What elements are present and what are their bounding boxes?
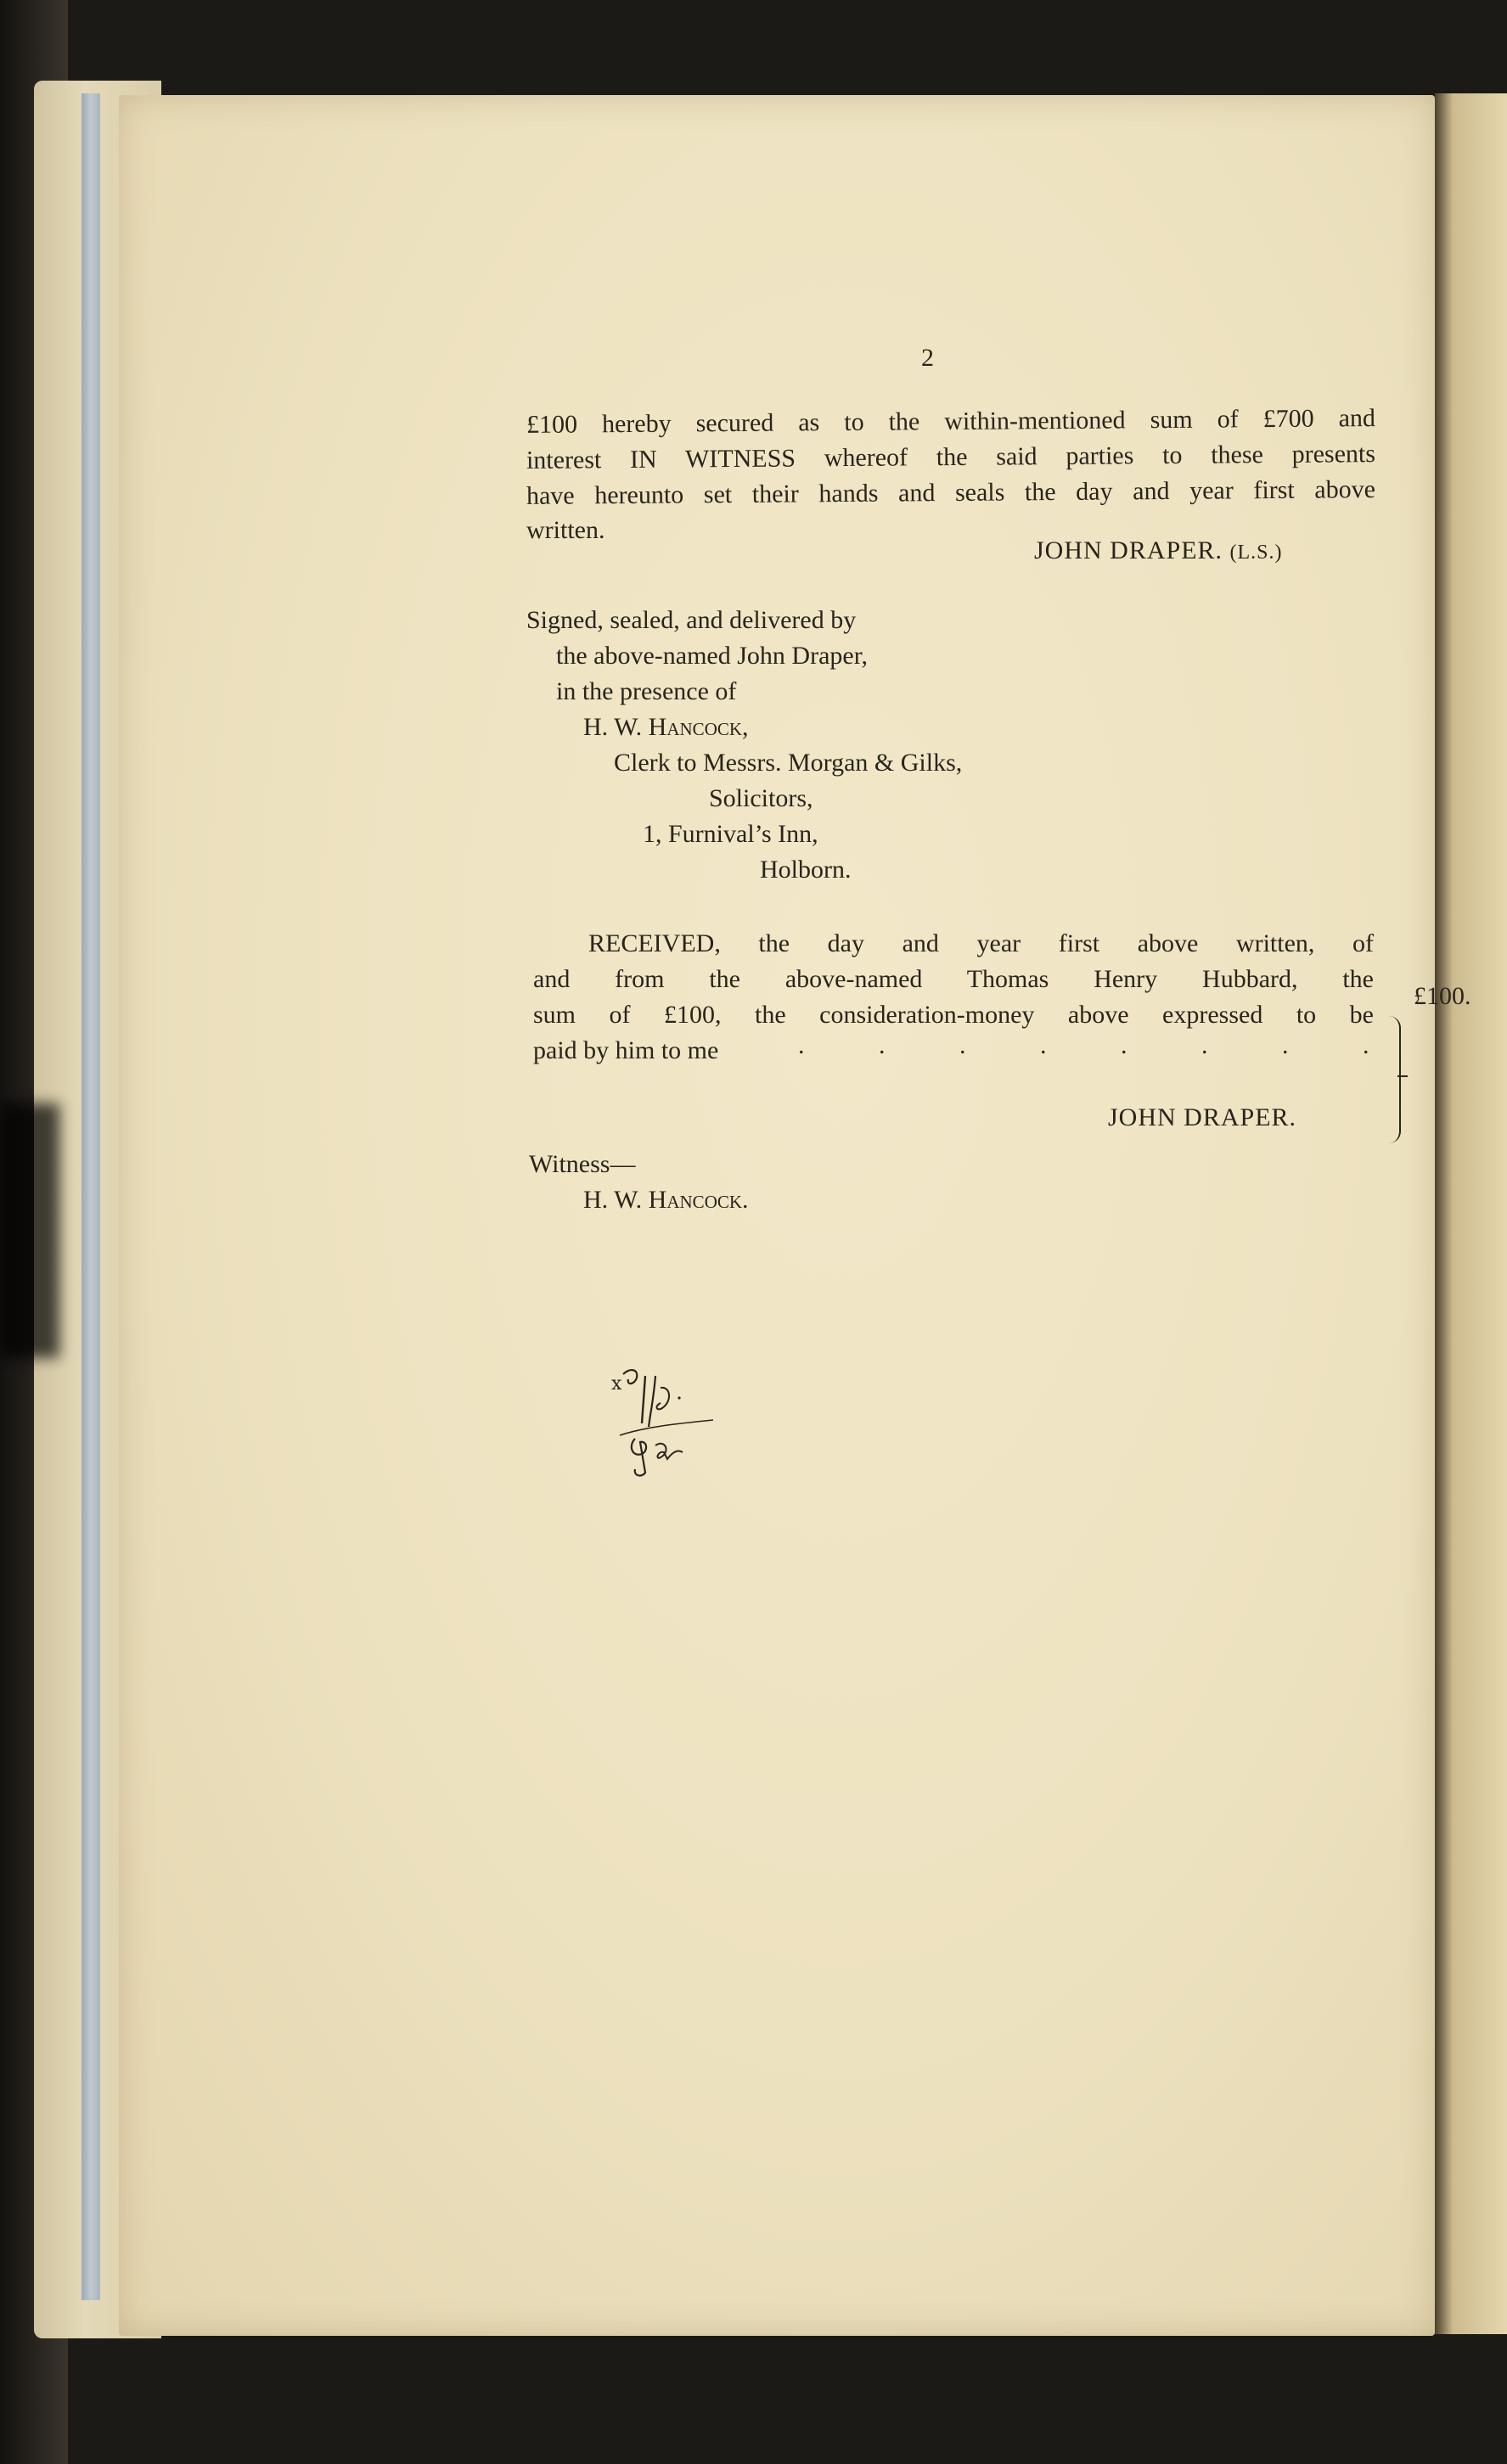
- attestation-line-2: the above-named John Draper,: [556, 642, 868, 670]
- handwritten-mark: x: [611, 1373, 622, 1395]
- handwritten-initials: [611, 1364, 747, 1483]
- gutter-shadow: [0, 1103, 59, 1358]
- body-line-4: written.: [526, 516, 605, 544]
- receipt-signatory: JOHN DRAPER.: [1108, 1103, 1297, 1131]
- attestation-line-3: in the presence of: [556, 677, 737, 705]
- page-number: 2: [921, 344, 934, 372]
- binding-strip: [82, 93, 100, 2300]
- receipt-amount: £100.: [1414, 982, 1471, 1010]
- attestation-witness-name: H. W. Hancock,: [583, 713, 749, 741]
- facing-page-edge: [1435, 93, 1507, 2334]
- witness-label: Witness—: [529, 1150, 636, 1178]
- leader-dots: . . . . . . . .: [798, 1031, 1403, 1059]
- attestation-line-5: Clerk to Messrs. Morgan & Gilks,: [614, 749, 963, 777]
- receipt-line-4: paid by him to me: [533, 1036, 719, 1064]
- document-page: [119, 95, 1471, 2336]
- attestation-line-8: Holborn.: [760, 856, 852, 884]
- body-line-1: £100 hereby secured as to the within-mentioned sum of £700 and: [526, 404, 1376, 439]
- signature-name: JOHN DRAPER.: [1034, 536, 1223, 564]
- seal-mark: (L.S.): [1229, 542, 1283, 564]
- body-line-2: interest IN WITNESS whereof the said parties to these presents: [526, 440, 1376, 474]
- receipt-brace: [1384, 1016, 1401, 1143]
- body-line-3: have hereunto set their hands and seals the day and year first above: [526, 475, 1376, 510]
- signatory-name: [1034, 538, 1283, 564]
- attestation-line-1: Signed, sealed, and delivered by: [526, 606, 857, 634]
- receipt-line-3: sum of £100, the consideration-money above expressed to be: [533, 1001, 1374, 1029]
- attestation-line-7: 1, Furnival’s Inn,: [643, 820, 818, 848]
- attestation-line-6: Solicitors,: [709, 784, 813, 812]
- witness-name: H. W. Hancock.: [583, 1186, 749, 1214]
- receipt-brace-tip: [1397, 1075, 1408, 1077]
- receipt-line-1: RECEIVED, the day and year first above written, of: [588, 929, 1374, 957]
- receipt-line-2: and from the above-named Thomas Henry Hubbard, the: [533, 965, 1374, 993]
